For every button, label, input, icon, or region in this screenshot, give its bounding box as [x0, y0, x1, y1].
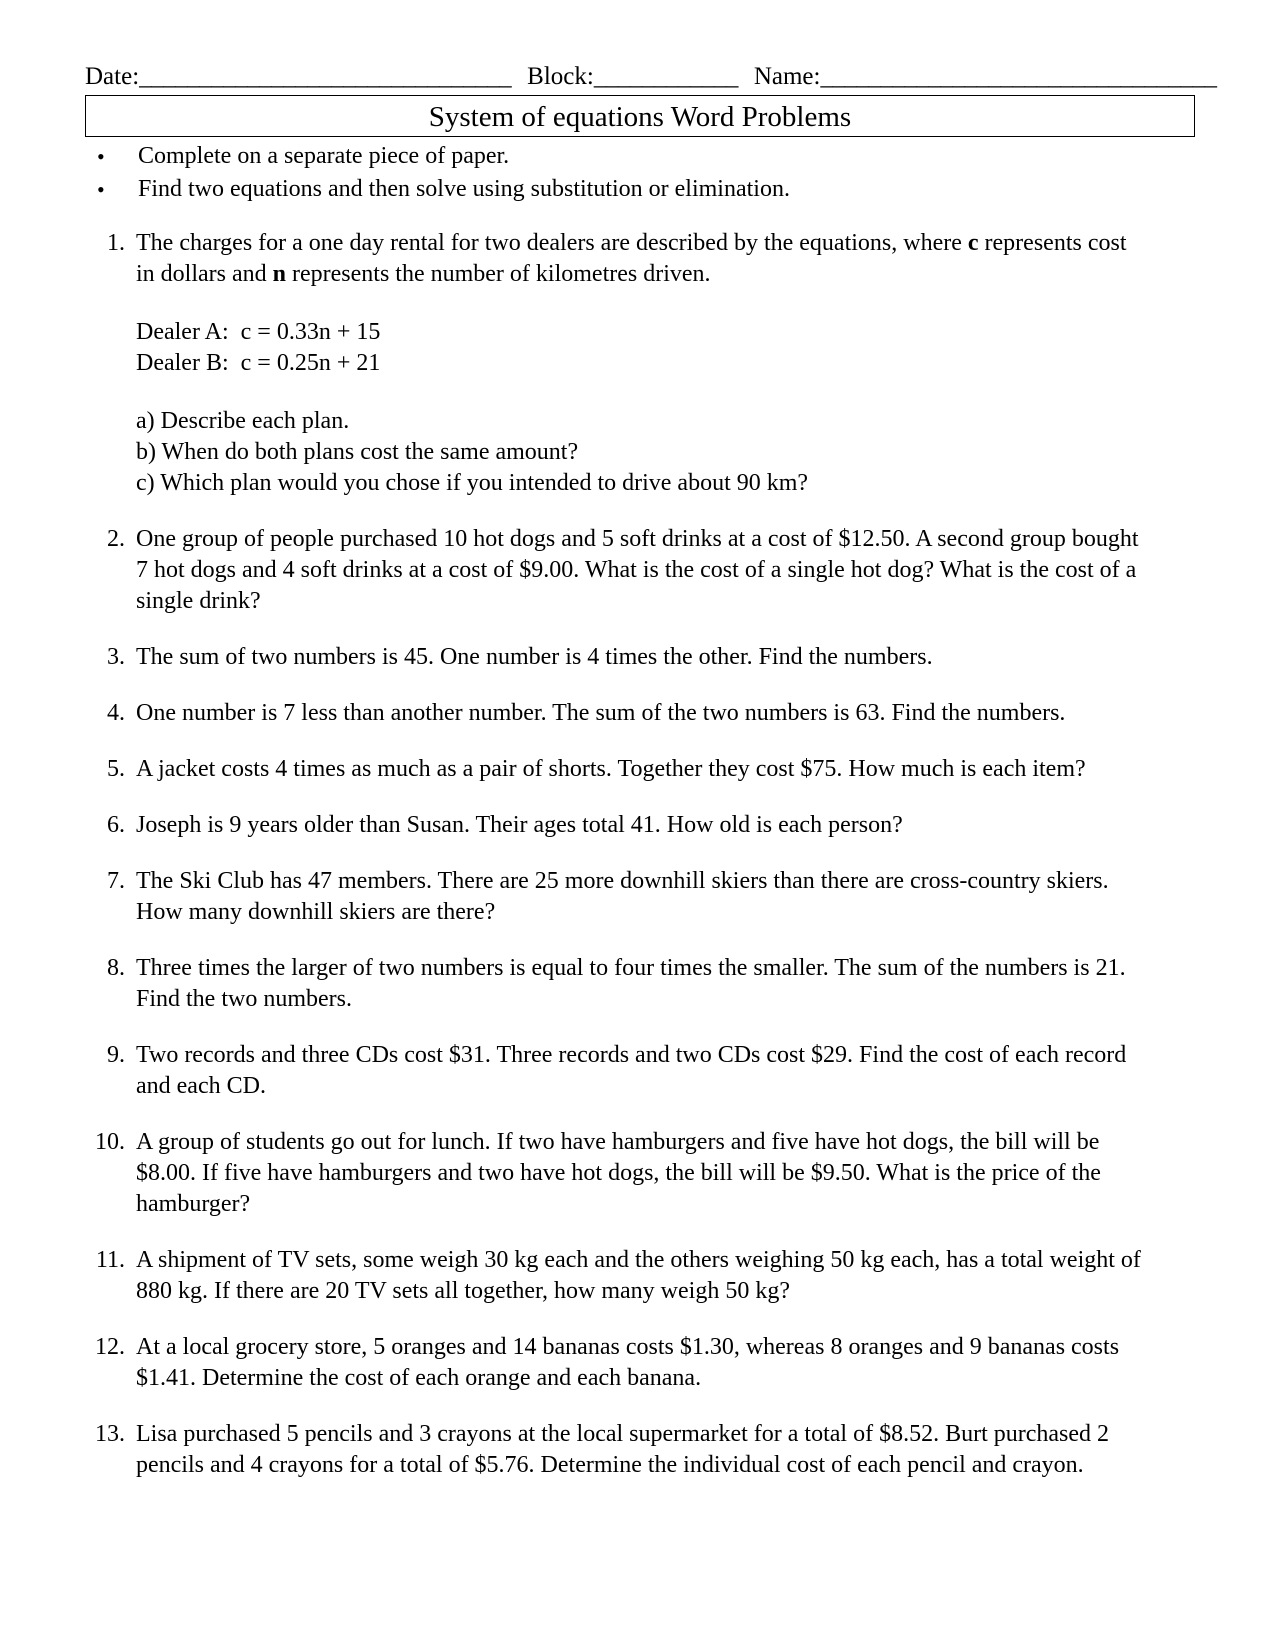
worksheet-header-fields	[85, 62, 1217, 92]
problem-item-12	[85, 1332, 1195, 1394]
problem-number: 8.	[107, 955, 125, 981]
problem-item-1	[85, 228, 1195, 499]
block-fill-rule[interactable]: ____________	[593, 63, 738, 90]
bullet-icon: •	[97, 177, 105, 202]
problems-list	[85, 228, 1195, 1481]
problem-number: 4.	[107, 700, 125, 726]
problem-item-8	[85, 953, 1195, 1015]
problem-text: Three times the larger of two numbers is equal to four times the smaller. The sum of the numbers is 21. Find the two numbers.	[136, 955, 1126, 1012]
problem-text: The Ski Club has 47 members. There are 25 more downhill skiers than there are cross-country skiers. How many downhill skiers are there?	[136, 868, 1109, 925]
problem-text-part-c: represents the number of kilometres driven.	[286, 261, 711, 287]
subpart-c: c) Which plan would you chose if you intended to drive about 90 km?	[136, 470, 809, 496]
instruction-item	[85, 174, 1195, 205]
problem-item-9	[85, 1040, 1195, 1102]
problem-number: 13.	[95, 1421, 125, 1447]
problem-text: Two records and three CDs cost $31. Three records and two CDs cost $29. Find the cost of each record and each CD.	[136, 1042, 1127, 1099]
instructions-list	[85, 141, 1195, 205]
problem-text: A jacket costs 4 times as much as a pair of shorts. Together they cost $75. How much is each item?	[136, 756, 1086, 782]
problem-item-7	[85, 866, 1195, 928]
equation-dealer-a: Dealer A: c = 0.33n + 15	[136, 319, 381, 345]
problem-item-5	[85, 754, 1195, 785]
instruction-item	[85, 141, 1195, 172]
instruction-text: Complete on a separate piece of paper.	[138, 143, 510, 169]
problem-number: 1.	[107, 230, 125, 256]
problem-text	[136, 228, 1146, 290]
date-fill-rule[interactable]: _______________________________	[139, 63, 512, 90]
problem-number: 11.	[95, 1247, 125, 1273]
block-label: Block:	[527, 63, 594, 90]
problem-number: 3.	[107, 644, 125, 670]
problem-item-10	[85, 1127, 1195, 1220]
problem-number: 10.	[95, 1129, 125, 1155]
problem-item-6	[85, 810, 1195, 841]
bullet-icon: •	[97, 144, 105, 169]
problem-item-3	[85, 642, 1195, 673]
problem-item-13	[85, 1419, 1195, 1481]
problem-number: 9.	[107, 1042, 125, 1068]
dealer-equations	[136, 317, 1195, 379]
problem-item-4	[85, 698, 1195, 729]
problem-text: Joseph is 9 years older than Susan. Their ages total 41. How old is each person?	[136, 812, 903, 838]
name-fill-rule[interactable]: _________________________________	[820, 63, 1217, 90]
problem-text: Lisa purchased 5 pencils and 3 crayons at the local supermarket for a total of $8.52. Burt purchased 2 pencils and 4 crayons for a total of $5.76. Determine the individual cost of each pencil and crayon.	[136, 1421, 1110, 1478]
variable-c: c	[967, 230, 979, 256]
worksheet-title-box	[85, 95, 1195, 137]
problem-text: A shipment of TV sets, some weigh 30 kg each and the others weighing 50 kg each, has a total weight of 880 kg. If there are 20 TV sets all together, how many weigh 50 kg?	[136, 1247, 1141, 1304]
problem-number: 5.	[107, 756, 125, 782]
problem-item-2	[85, 524, 1195, 617]
problem-text: One number is 7 less than another number. The sum of the two numbers is 63. Find the numbers.	[136, 700, 1066, 726]
problem-text: At a local grocery store, 5 oranges and 14 bananas costs $1.30, whereas 8 oranges and 9 bananas costs $1.41. Determine the cost of each orange and each banana.	[136, 1334, 1120, 1391]
problem-number: 2.	[107, 526, 125, 552]
problem-item-11	[85, 1245, 1195, 1307]
problem-text: A group of students go out for lunch. If two have hamburgers and five have hot dogs, the bill will be $8.00. If five have hamburgers and two have hot dogs, the bill will be $9.50. What is the price of the hamburger?	[136, 1129, 1101, 1217]
problem-number: 7.	[107, 868, 125, 894]
instruction-text: Find two equations and then solve using substitution or elimination.	[138, 176, 790, 202]
date-label: Date:	[85, 63, 140, 90]
problem-number: 6.	[107, 812, 125, 838]
problem-text-part-a: The charges for a one day rental for two dealers are described by the equations, where	[136, 230, 968, 256]
problem-number: 12.	[95, 1334, 125, 1360]
name-label: Name:	[753, 63, 821, 90]
problem-subparts	[136, 406, 1195, 499]
equation-dealer-b: Dealer B: c = 0.25n + 21	[136, 350, 381, 376]
subpart-a: a) Describe each plan.	[136, 408, 350, 434]
page-title: System of equations Word Problems	[428, 101, 852, 133]
variable-n: n	[272, 261, 286, 287]
problem-text: One group of people purchased 10 hot dogs and 5 soft drinks at a cost of $12.50. A second group bought 7 hot dogs and 4 soft drinks at a cost of $9.00. What is the cost of a single hot dog? What is the cost of a single drink?	[136, 526, 1139, 614]
problem-text: The sum of two numbers is 45. One number is 4 times the other. Find the numbers.	[136, 644, 933, 670]
problem-text-part-b: represents cost in dollars and	[136, 230, 1127, 287]
subpart-b: b) When do both plans cost the same amount?	[136, 439, 579, 465]
